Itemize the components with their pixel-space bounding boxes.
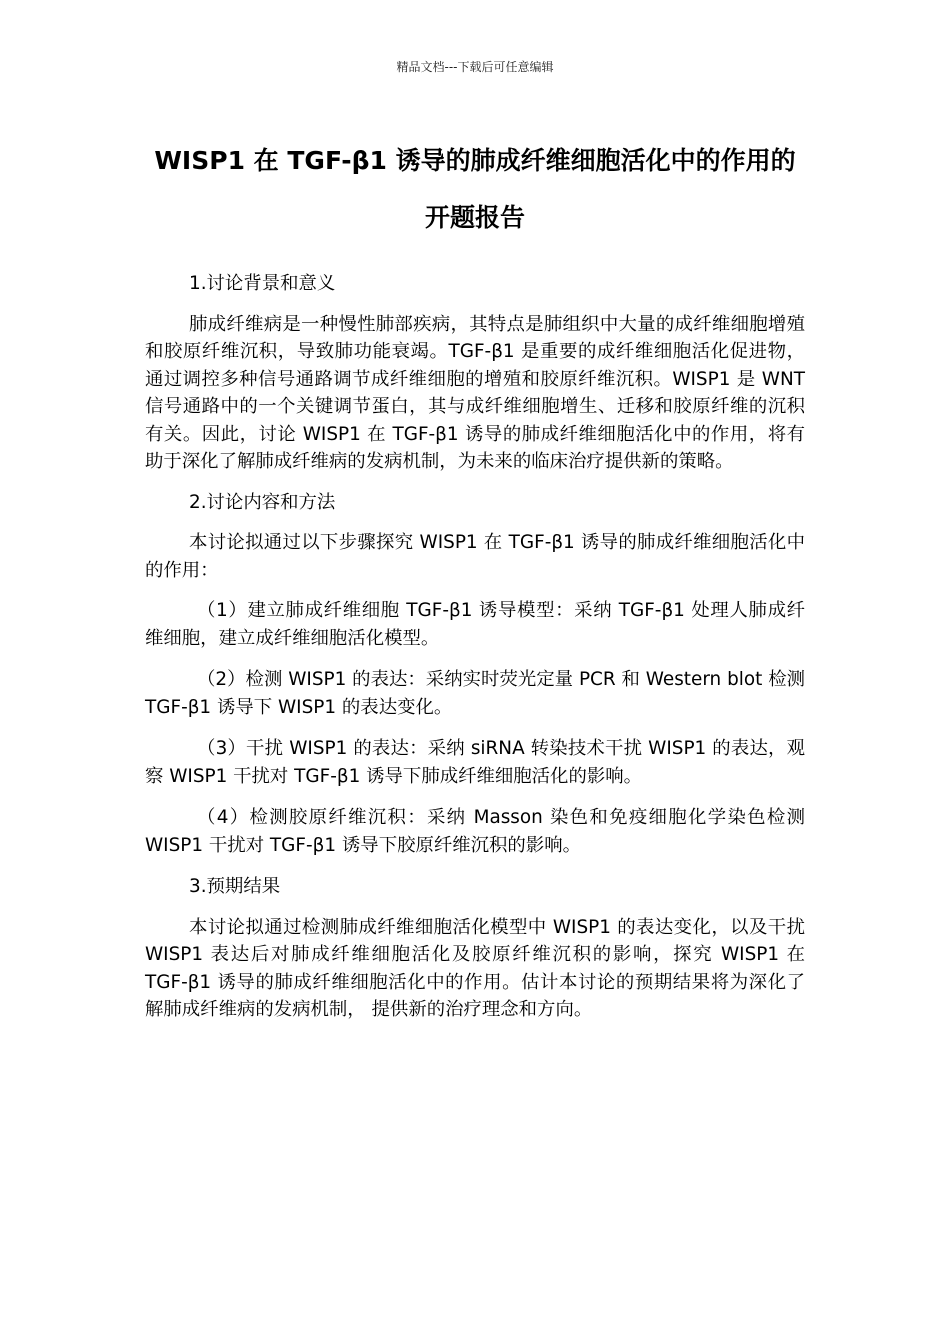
- section-paragraph-methods: 本讨论拟通过以下步骤探究 WISP1 在 TGF-β1 诱导的肺成纤维细胞活化中的作用：: [145, 532, 805, 581]
- method-step-1: （1）建立肺成纤维细胞 TGF-β1 诱导模型：采纳 TGF-β1 处理人肺成纤维细胞，建立成纤维细胞活化模型。: [145, 600, 805, 649]
- section-heading-expected-results: 3.预期结果: [189, 876, 281, 897]
- section-heading-background: 1.讨论背景和意义: [189, 273, 336, 294]
- document-body: [145, 270, 805, 1037]
- section-paragraph-expected-results: 本讨论拟通过检测肺成纤维细胞活化模型中 WISP1 的表达变化，以及干扰 WISP1 表达后对肺成纤维细胞活化及胶原纤维沉积的影响，探究 WISP1 在 TGF-β1 诱导的肺成纤维细胞活化中的作用。估计本讨论的预期结果将为深化了解肺成纤维病的发病机制， 提供新的治疗理念和方向。: [145, 916, 805, 1020]
- method-step-3: （3）干扰 WISP1 的表达：采纳 siRNA 转染技术干扰 WISP1 的表达，观察 WISP1 干扰对 TGF-β1 诱导下肺成纤维细胞活化的影响。: [145, 738, 805, 787]
- page-header: 精品文档---下载后可任意编辑: [396, 60, 554, 74]
- method-step-4: （4）检测胶原纤维沉积：采纳 Masson 染色和免疫细胞化学染色检测 WISP1 干扰对 TGF-β1 诱导下胶原纤维沉积的影响。: [145, 807, 805, 856]
- document-title: WISP1 在 TGF-β1 诱导的肺成纤维细胞活化中的作用的开题报告: [154, 146, 796, 232]
- section-heading-methods: 2.讨论内容和方法: [189, 491, 336, 513]
- method-step-2: （2）检测 WISP1 的表达：采纳实时荧光定量 PCR 和 Western blot 检测 TGF-β1 诱导下 WISP1 的表达变化。: [145, 669, 805, 718]
- section-paragraph-background: 肺成纤维病是一种慢性肺部疾病，其特点是肺组织中大量的成纤维细胞增殖和胶原纤维沉积，导致肺功能衰竭。TGF-β1 是重要的成纤维细胞活化促进物，通过调控多种信号通路调节成纤维细胞的增殖和胶原纤维沉积。WISP1 是 WNT 信号通路中的一个关键调节蛋白，其与成纤维细胞增生、迁移和胶原纤维的沉积有关。因此，讨论 WISP1 在 TGF-β1 诱导的肺成纤维细胞活化中的作用，将有助于深化了解肺成纤维病的发病机制，为未来的临床治疗提供新的策略。: [145, 313, 805, 472]
